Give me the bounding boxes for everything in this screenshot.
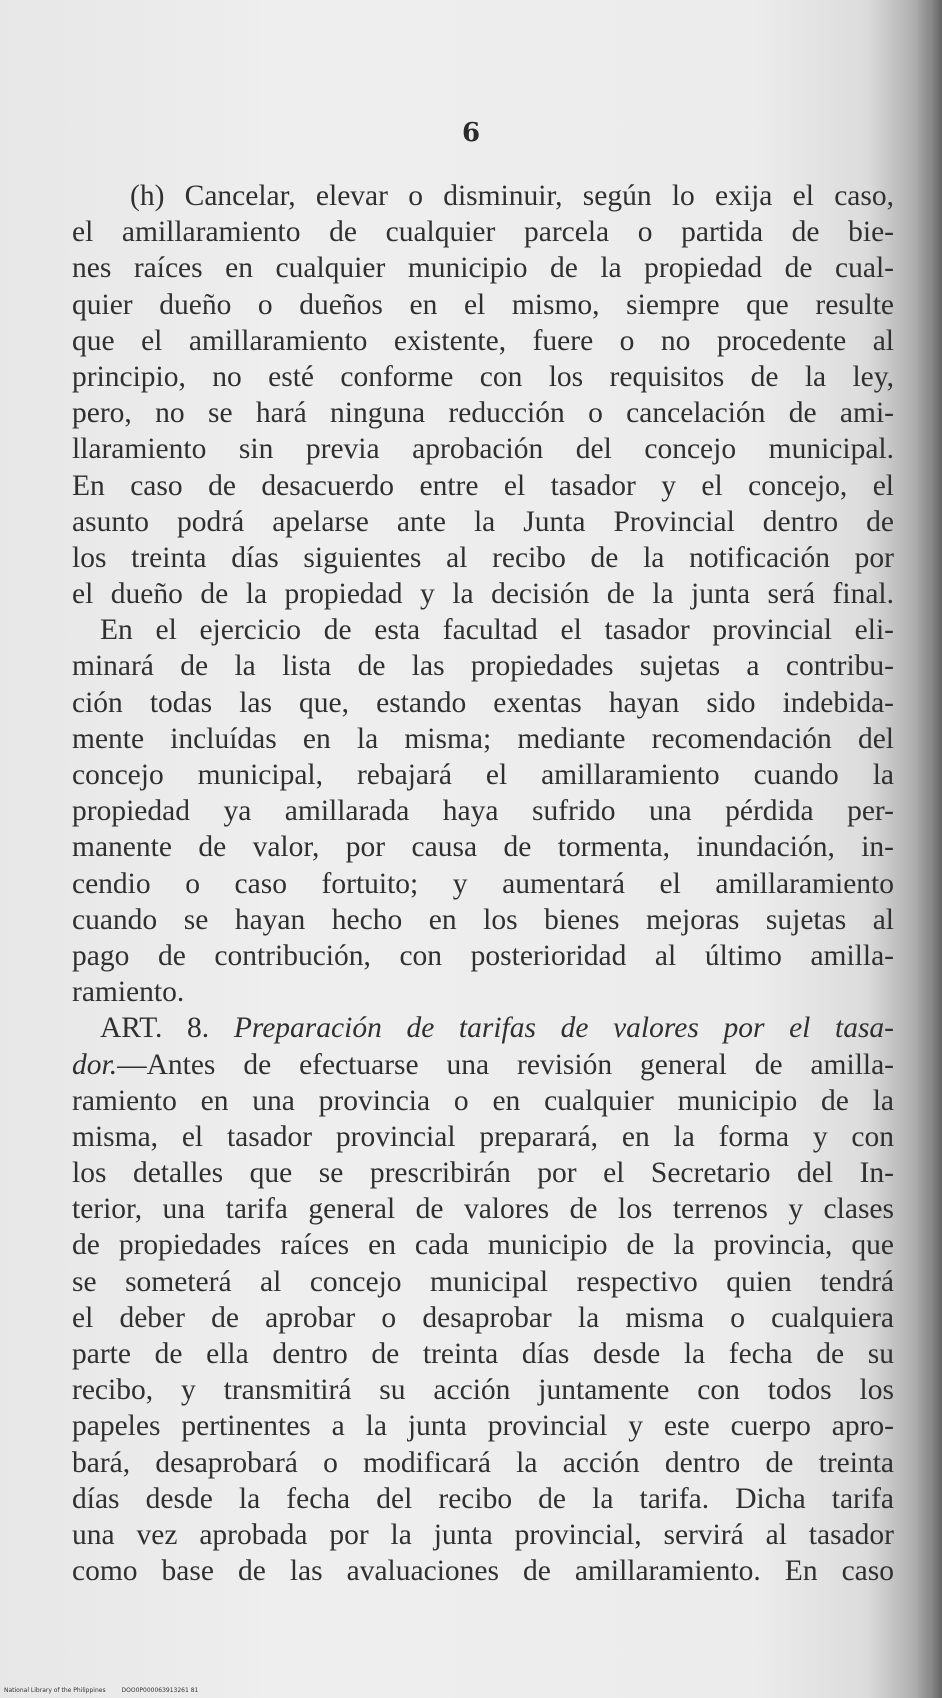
- text-line: cuando se hayan hecho en los bienes mejoras sujetas al: [72, 903, 894, 936]
- text-line: pago de contribución, con posterioridad al último amilla-: [72, 939, 894, 972]
- text-line: [72, 1047, 894, 1083]
- text-line: propiedad ya amillarada haya sufrido una pérdida per-: [72, 795, 894, 828]
- text-line: ción todas las que, estando exentas hayan sido indebida-: [72, 686, 894, 719]
- text-line: misma, el tasador provincial preparará, en la forma y con: [72, 1120, 894, 1153]
- page-edge-shadow: [916, 0, 942, 1698]
- footer-code: DOO0P000063913261 81: [121, 1687, 199, 1694]
- text-line: una vez aprobada por la junta provincial, servirá al tasador: [72, 1518, 894, 1551]
- text-line: el deber de aprobar o desaprobar la misma o cualquiera: [72, 1301, 894, 1334]
- page-number: 6: [461, 118, 481, 148]
- text-line: papeles pertinentes a la junta provincial y este cuerpo apro-: [72, 1410, 894, 1443]
- text-line: que el amillaramiento existente, fuere o no procedente al: [72, 324, 894, 357]
- text-line: concejo municipal, rebajará el amillaramiento cuando la: [72, 759, 894, 791]
- text-line: se someterá al concejo municipal respectivo quien tendrá: [72, 1265, 894, 1298]
- article-heading-line: [72, 1010, 894, 1046]
- text-line: el amillaramiento de cualquier parcela o partida de bie-: [72, 216, 894, 249]
- text-line: ramiento.: [72, 976, 185, 1009]
- text-line: pero, no se hará ninguna reducción o cancelación de ami-: [72, 397, 894, 430]
- text-line: nes raíces en cualquier municipio de la propiedad de cual-: [72, 252, 894, 285]
- text-line: quier dueño o dueños en el mismo, siempre que resulte: [72, 288, 894, 321]
- text-line: llaramiento sin previa aprobación del concejo municipal.: [72, 433, 894, 466]
- scan-footer: [4, 1687, 212, 1694]
- body-text: [72, 178, 894, 1589]
- text-line: ramiento en una provincia o en cualquier municipio de la: [72, 1084, 894, 1117]
- text-line: cendio o caso fortuito; y aumentará el amillaramiento: [72, 867, 894, 900]
- text-line: días desde la fecha del recibo de la tarifa. Dicha tarifa: [72, 1482, 894, 1515]
- article-text-start: —Antes de efectuarse una revisión general de amilla-: [117, 1048, 894, 1081]
- text-line: de propiedades raíces en cada municipio de la provincia, que: [72, 1229, 894, 1262]
- text-line: el dueño de la propiedad y la decisión de la junta será final.: [72, 578, 894, 611]
- text-line: asunto podrá apelarse ante la Junta Provincial dentro de: [72, 505, 894, 538]
- text-line: recibo, y transmitirá su acción juntamente con todos los: [72, 1374, 894, 1407]
- text-line: principio, no esté conforme con los requisitos de la ley,: [72, 360, 894, 393]
- text-line: mente incluídas en la misma; mediante recomendación del: [72, 722, 894, 755]
- article-title-end: dor.: [72, 1048, 118, 1081]
- article-number: ART. 8.: [100, 1012, 210, 1045]
- text-line: minará de la lista de las propiedades sujetas a contribu-: [72, 650, 894, 683]
- text-line: como base de las avaluaciones de amillaramiento. En caso: [72, 1555, 894, 1588]
- text-line: parte de ella dentro de treinta días desde la fecha de su: [72, 1338, 894, 1370]
- text-line: terior, una tarifa general de valores de los terrenos y clases: [72, 1193, 894, 1226]
- text-line: (h) Cancelar, elevar o disminuir, según lo exija el caso,: [130, 180, 894, 212]
- footer-library: National Library of the Philippines: [4, 1687, 106, 1694]
- text-line: En caso de desacuerdo entre el tasador y el concejo, el: [72, 469, 894, 502]
- text-line: los detalles que se prescribirán por el Secretario del In-: [72, 1157, 894, 1190]
- text-line: bará, desaprobará o modificará la acción dentro de treinta: [72, 1446, 894, 1479]
- text-line: manente de valor, por causa de tormenta, inundación, in-: [72, 831, 894, 864]
- article-title: Preparación de tarifas de valores por el tasa-: [233, 1012, 894, 1045]
- text-line: los treinta días siguientes al recibo de la notificación por: [72, 541, 894, 574]
- text-line: En el ejercicio de esta facultad el tasador provincial eli-: [100, 614, 894, 647]
